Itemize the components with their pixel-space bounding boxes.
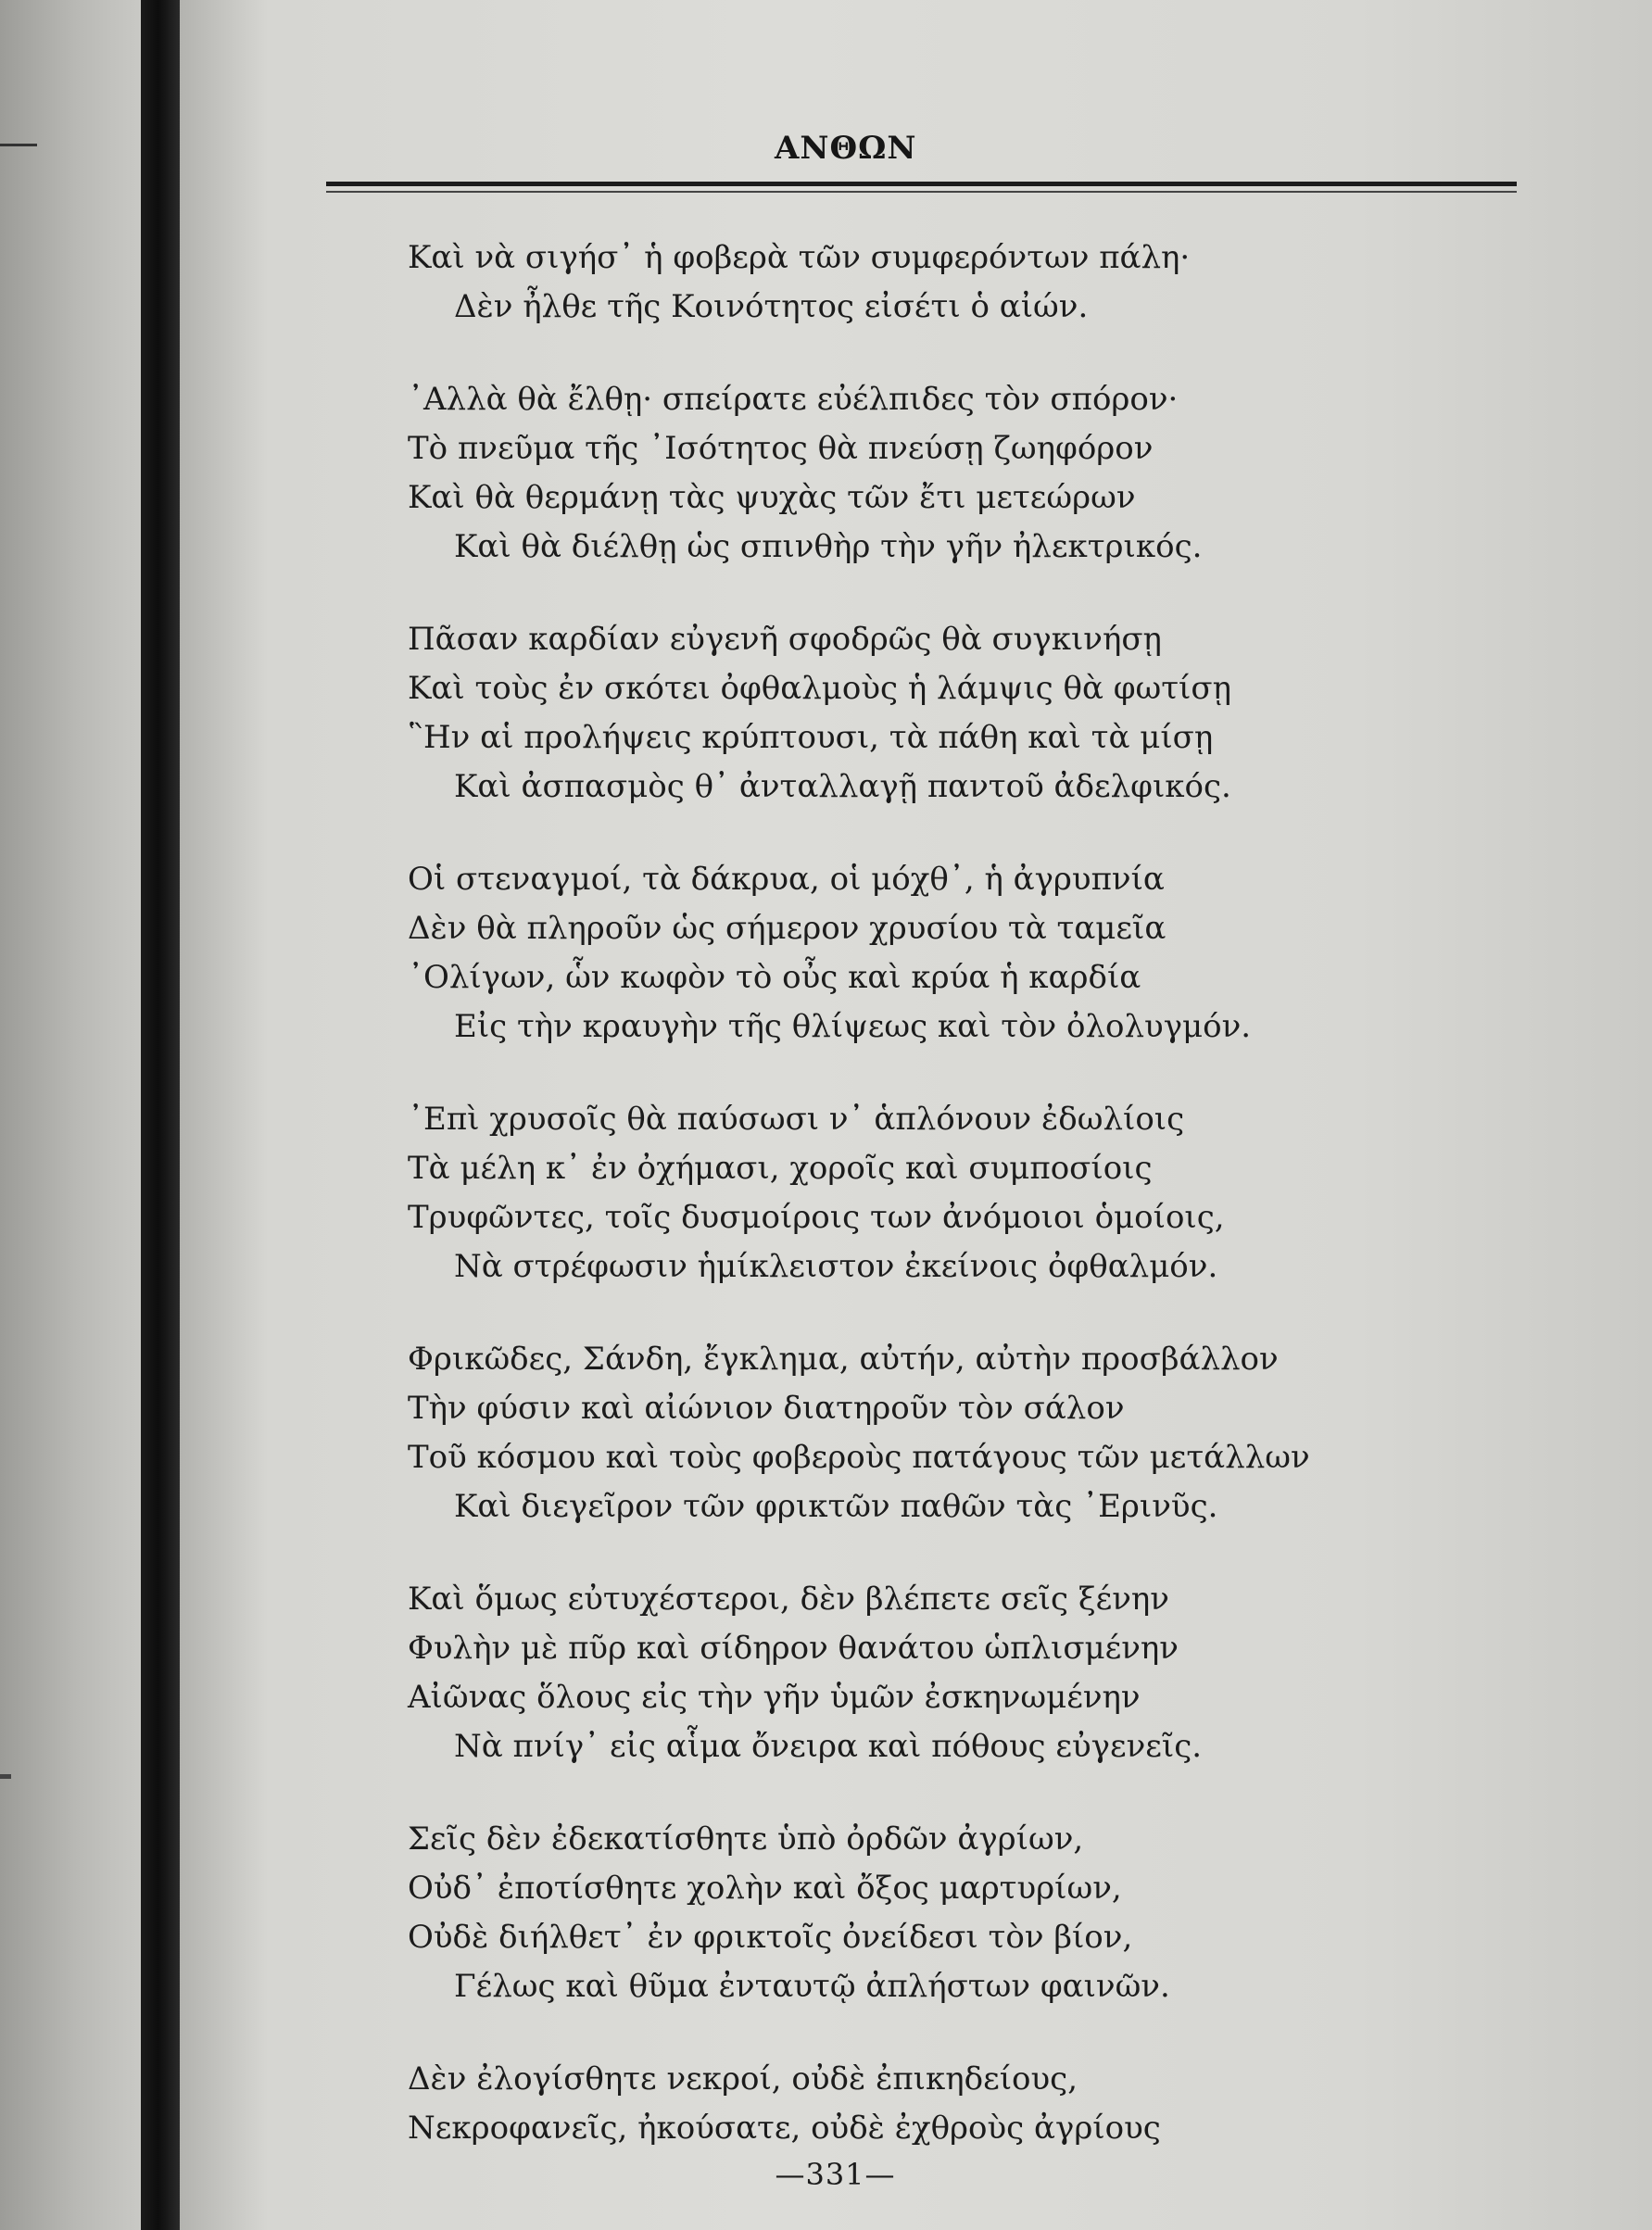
- stanza: [408, 1575, 1390, 1771]
- poem-line: Δὲν θὰ πληροῦν ὡς σήμερον χρυσίου τὰ ταμεῖα: [408, 910, 1166, 947]
- poem-line: Νὰ στρέφωσιν ἡμίκλειστον ἐκείνοις ὀφθαλμόν.: [454, 1248, 1218, 1285]
- poem-line: Καὶ τοὺς ἐν σκότει ὀφθαλμοὺς ἡ λάμψις θὰ φωτίσῃ: [408, 670, 1231, 707]
- running-header-title: ΑΝΘΩΝ: [775, 130, 917, 167]
- poem-line: Καὶ ὅμως εὐτυχέστεροι, δὲν βλέπετε σεῖς ξένην: [408, 1581, 1169, 1618]
- poem-line: Φυλὴν μὲ πῦρ καὶ σίδηρον θανάτου ὡπλισμένην: [408, 1630, 1179, 1667]
- poem-line: Καὶ νὰ σιγήσ᾽ ἡ φοβερὰ τῶν συμφερόντων πάλη·: [408, 239, 1191, 276]
- stanza: [408, 1815, 1390, 2011]
- stanza: [408, 615, 1390, 812]
- poem-line: Καὶ ἀσπασμὸς θ᾽ ἀνταλλαγῇ παντοῦ ἀδελφικός.: [454, 768, 1231, 805]
- poem-line: Οὐδ᾽ ἐποτίσθητε χολὴν καὶ ὄξος μαρτυρίων,: [408, 1870, 1122, 1907]
- stanza: [408, 375, 1390, 572]
- stanza: [408, 233, 1390, 332]
- facing-page-edge: [0, 0, 141, 2230]
- stanza: [408, 2055, 1390, 2153]
- poem-line: Γέλως καὶ θῦμα ἐνταυτῷ ἀπλήστων φαινῶν.: [454, 1968, 1170, 2005]
- stanza: [408, 1335, 1390, 1531]
- poem-line: Καὶ διεγεῖρον τῶν φρικτῶν παθῶν τὰς ᾽Ερινῦς.: [454, 1488, 1218, 1525]
- poem-line: Εἰς τὴν κραυγὴν τῆς θλίψεως καὶ τὸν ὀλολυγμόν.: [454, 1008, 1252, 1045]
- poem-line: Τὸ πνεῦμα τῆς ᾽Ισότητος θὰ πνεύσῃ ζωηφόρον: [408, 430, 1154, 467]
- poem-line: Οἱ στεναγμοί, τὰ δάκρυα, οἱ μόχθ᾽, ἡ ἀγρυπνία: [408, 861, 1165, 898]
- book-gutter: [141, 0, 180, 2230]
- facing-page-mark: [0, 144, 37, 146]
- poem-line: Νεκροφανεῖς, ἠκούσατε, οὐδὲ ἐχθροὺς ἀγρίους: [408, 2110, 1161, 2147]
- page-number: —331—: [775, 2157, 896, 2192]
- stanza: [408, 855, 1390, 1052]
- stanza: [408, 1095, 1390, 1291]
- poem-line: ᾽Αλλὰ θὰ ἔλθῃ· σπείρατε εὐέλπιδες τὸν σπόρον·: [408, 381, 1179, 418]
- poem-line: Τὴν φύσιν καὶ αἰώνιον διατηροῦν τὸν σάλον: [408, 1390, 1125, 1427]
- poem-line: Τοῦ κόσμου καὶ τοὺς φοβεροὺς πατάγους τῶν μετάλλων: [408, 1439, 1310, 1476]
- poem-line: Πᾶσαν καρδίαν εὐγενῆ σφοδρῶς θὰ συγκινήσῃ: [408, 621, 1162, 658]
- poem-line: Οὐδὲ διήλθετ᾽ ἐν φρικτοῖς ὀνείδεσι τὸν βίον,: [408, 1919, 1133, 1956]
- poem-line: ᾽Ολίγων, ὧν κωφὸν τὸ οὖς καὶ κρύα ἡ καρδία: [408, 959, 1141, 996]
- poem-line: Τρυφῶντες, τοῖς δυσμοίροις των ἀνόμοιοι ὁμοίοις,: [408, 1199, 1225, 1236]
- header-rule-thin: [326, 191, 1517, 193]
- poem-line: Καὶ θὰ θερμάνῃ τὰς ψυχὰς τῶν ἔτι μετεώρων: [408, 479, 1136, 516]
- poem-line: Καὶ θὰ διέλθῃ ὡς σπινθὴρ τὴν γῆν ἠλεκτρικός.: [454, 528, 1203, 565]
- poem-line: ᾽Επὶ χρυσοῖς θὰ παύσωσι ν᾽ ἁπλόνουν ἐδωλίοις: [408, 1101, 1185, 1138]
- poem-line: Δὲν ἦλθε τῆς Κοινότητος εἰσέτι ὁ αἰών.: [454, 288, 1089, 325]
- header-rule: [326, 182, 1517, 186]
- poem-body: [408, 233, 1390, 2197]
- poem-line: Νὰ πνίγ᾽ εἰς αἷμα ὄνειρα καὶ πόθους εὐγενεῖς.: [454, 1728, 1203, 1765]
- poem-line: Αἰῶνας ὅλους εἰς τὴν γῆν ὑμῶν ἐσκηνωμένην: [408, 1679, 1141, 1716]
- poem-line: Τὰ μέλη κ᾽ ἐν ὀχήμασι, χοροῖς καὶ συμποσίοις: [408, 1150, 1153, 1187]
- facing-page-mark: [0, 1774, 11, 1779]
- poem-line: ῝Ην αἱ προλήψεις κρύπτουσι, τὰ πάθη καὶ τὰ μίσῃ: [408, 719, 1214, 756]
- poem-line: Δὲν ἐλογίσθητε νεκροί, οὐδὲ ἐπικηδείους,: [408, 2060, 1078, 2098]
- poem-line: Φρικῶδες, Σάνδη, ἔγκλημα, αὐτήν, αὐτὴν προσβάλλον: [408, 1341, 1279, 1378]
- poem-line: Σεῖς δὲν ἐδεκατίσθητε ὑπὸ ὀρδῶν ἀγρίων,: [408, 1821, 1084, 1858]
